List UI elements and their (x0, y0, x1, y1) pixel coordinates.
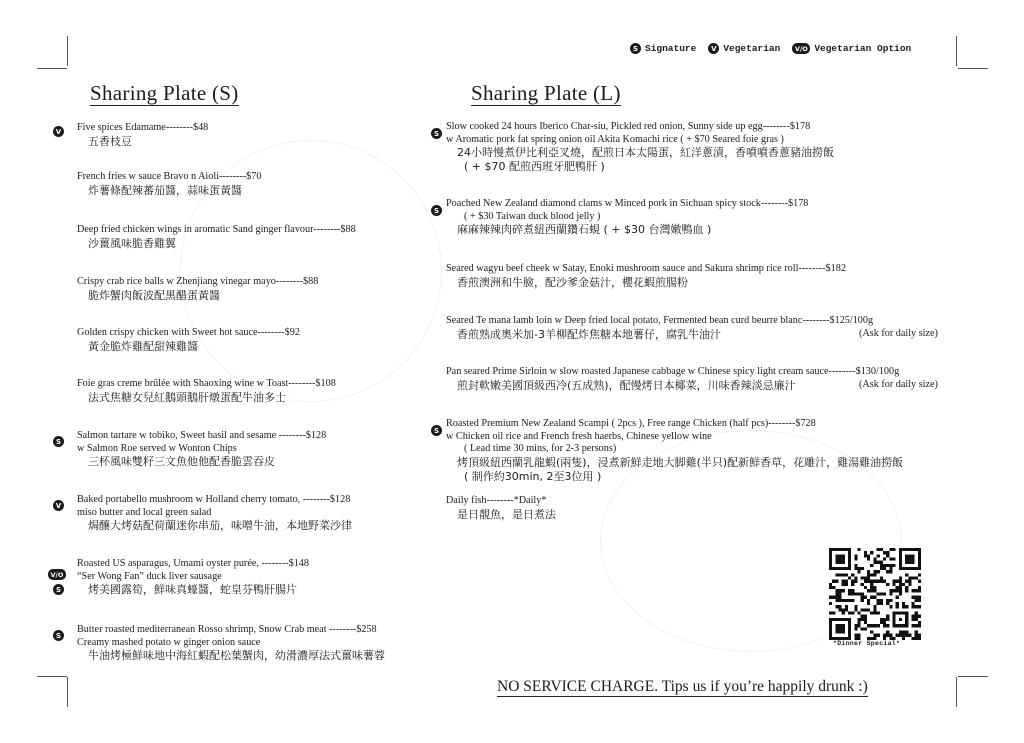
dish-name: Deep fried chicken wings in aromatic Sand ginger flavour--------$88 (77, 224, 356, 235)
menu-item (77, 624, 385, 663)
menu-item (77, 276, 318, 303)
dish-name: Seared Te mana lamb loin w Deep fried local potato, Fermented bean curd beurre blanc--------$125/100g (446, 315, 874, 326)
vegetarian-icon: V (53, 500, 64, 511)
vegetarian-icon: V (53, 126, 64, 137)
crop-mark (956, 36, 957, 66)
menu-item (77, 558, 309, 597)
dish-name-zh: 香煎澳洲和牛臉，配沙爹金菇汁，櫻花蝦煎腸粉 (457, 275, 688, 289)
legend-label: Vegetarian (723, 43, 781, 54)
dish-name: Poached New Zealand diamond clams w Minced pork in Sichuan spicy stock--------$178 (446, 198, 809, 209)
menu-item (446, 495, 556, 522)
dish-name: Seared wagyu beef cheek w Satay, Enoki mushroom sauce and Sakura shrimp rice roll--------$182 (446, 263, 846, 274)
qr-code[interactable] (829, 548, 921, 640)
vegetarian-option-icon: V/O (792, 43, 810, 54)
dish-name-zh: 24小時慢煮伊比利亞叉燒，配煎日本太陽蛋，紅洋蔥漬，香噴噴香蔥豬油撈飯 (457, 146, 834, 159)
dish-name-zh: 烤美國露筍，鮮味真蠔醬，蛇皇芬鴨肝腸片 (88, 583, 297, 596)
dish-name-zh: 五香枝豆 (88, 134, 132, 148)
menu-item (77, 378, 336, 405)
signature-icon: S (53, 584, 64, 595)
legend-vegetarian (708, 43, 780, 54)
dish-name-zh: 牛油烤極鮮味地中海紅蝦配松葉蟹肉，幼滑濃厚法式薑味薯蓉 (88, 649, 385, 662)
menu-item (446, 198, 808, 237)
menu-item (446, 263, 846, 290)
dish-name-zh: ( 制作約30min, 2至3位用 ) (464, 469, 602, 483)
service-charge-note: NO SERVICE CHARGE. Tips us if you’re happily drunk :) (497, 678, 868, 695)
dish-name: Five spices Edamame--------$48 (77, 122, 209, 133)
dish-description: miso butter and local green salad (77, 506, 212, 518)
signature-icon: S (630, 43, 641, 54)
section-title-large: Sharing Plate (L) (471, 81, 621, 105)
dish-name: Daily fish--------*Daily* (446, 495, 547, 506)
vegetarian-option-icon: V/O (48, 569, 66, 580)
dish-name: Pan seared Prime Sirloin w slow roasted Japanese cabbage w Chinese spicy light cream sauce--------$130/100g (446, 366, 900, 377)
dish-name-zh: 是日靚魚，是日煮法 (457, 507, 556, 521)
dish-name: Roasted US asparagus, Umami oyster purée, --------$148 (77, 558, 309, 569)
dish-description: w Aromatic pork fat spring onion oil Akita Komachi rice ( + $70 Seared foie gras ) (446, 133, 784, 145)
crop-mark (958, 68, 988, 69)
signature-icon: S (431, 425, 442, 436)
vegetarian-icon: V (708, 43, 719, 54)
menu-item (446, 121, 834, 174)
section-title-small: Sharing Plate (S) (90, 81, 239, 105)
signature-icon: S (53, 630, 64, 641)
dish-description: ( + $30 Taiwan duck blood jelly ) (464, 210, 601, 222)
dish-name: Golden crispy chicken with Sweet hot sauce--------$92 (77, 327, 300, 338)
menu-item (77, 494, 352, 533)
dish-name-zh: 黃金脆炸雞配甜辣雞醬 (88, 339, 198, 353)
daily-size-note: (Ask for daily size) (859, 379, 938, 390)
crop-mark (67, 677, 68, 707)
legend-label: Signature (645, 43, 697, 54)
dish-name-zh: 脆炸蟹肉飯波配黑醋蛋黃醬 (88, 288, 220, 302)
dinner-special-label: *Dinner Special* (833, 640, 901, 647)
menu-item (77, 224, 356, 251)
dish-name-zh: 煎封軟嫩美國頂級西冷(五成熟)，配慢烤日本椰菜，川味香辣淡忌廉汁 (457, 378, 796, 392)
dish-name-zh: 香煎熟成奧米加-3羊柳配炸焦糖本地薯仔，腐乳牛油汁 (457, 327, 721, 341)
dish-name-zh: 炸薯條配辣蕃茄醬，蒜味蛋黃醬 (88, 183, 242, 197)
signature-icon: S (431, 205, 442, 216)
crop-mark (37, 68, 67, 69)
signature-icon: S (53, 436, 64, 447)
dish-name: Crispy crab rice balls w Zhenjiang vinegar mayo--------$88 (77, 276, 319, 287)
dish-name: Butter roasted mediterranean Rosso shrimp, Snow Crab meat --------$258 (77, 624, 377, 635)
dish-name-zh: 麻麻辣辣肉碎煮紐西蘭鑽石蜆 ( + $30 台灣嫩鴨血 ) (457, 223, 712, 236)
signature-icon: S (431, 128, 442, 139)
dish-description: “Ser Wong Fan” duck liver sausage (77, 570, 222, 582)
crop-mark (958, 676, 988, 677)
dish-name: Slow cooked 24 hours Iberico Char-siu, Pickled red onion, Sunny side up egg--------$178 (446, 121, 811, 132)
crop-mark (37, 676, 67, 677)
dish-name-zh: 法式焦糖女兒紅鵝頭鵝肝燉蛋配牛油多士 (88, 390, 286, 404)
dish-name: Salmon tartare w tobiko, Sweet basil and sesame --------$128 (77, 430, 327, 441)
dish-description: Creamy mashed potato w ginger onion sauce (77, 636, 261, 648)
crop-mark (956, 677, 957, 707)
menu-item (446, 418, 903, 484)
legend-label: Vegetarian Option (814, 43, 912, 54)
dish-description: w Chicken oil rice and French fresh haerbs, Chinese yellow wine (446, 430, 712, 442)
menu-item (77, 327, 300, 354)
dietary-legend (630, 43, 923, 54)
dish-name-zh: 焗釀大烤菇配荷蘭迷你串茄，味噌牛油，本地野菜沙律 (88, 519, 352, 532)
dish-description: ( Lead time 30 mins, for 2-3 persons) (464, 443, 617, 454)
menu-item (446, 366, 899, 393)
dish-description: w Salmon Roe served w Wonton Chips (77, 442, 237, 454)
dish-name: Foie gras creme brûlée with Shaoxing wine w Toast--------$108 (77, 378, 336, 389)
menu-item (77, 430, 326, 469)
dish-name-zh: 烤頂級紐西蘭乳龍蝦(兩隻)，浸煮新鮮走地大脚雞(半只)配新鮮香草，花雕汁，雞湯雞油撈飯 (457, 455, 904, 469)
legend-vegetarian-option (792, 43, 911, 54)
dish-name: French fries w sauce Bravo n Aioli--------$70 (77, 171, 262, 182)
menu-item (77, 171, 261, 198)
dish-name-zh: 三杯風味雙籽三文魚他他配香脆雲吞皮 (88, 455, 275, 468)
dish-name-zh: ( + $70 配煎西班牙肥鴨肝 ) (464, 160, 605, 173)
menu-item (446, 315, 873, 342)
legend-signature (630, 43, 696, 54)
dish-name: Baked portabello mushroom w Holland cherry tomato, --------$128 (77, 494, 351, 505)
dish-name: Roasted Premium New Zealand Scampi ( 2pcs ), Free range Chicken (half pcs)--------$728 (446, 418, 816, 429)
daily-size-note: (Ask for daily size) (859, 328, 938, 339)
dish-name-zh: 沙薑風味脆香雞翼 (88, 236, 176, 250)
menu-item (77, 122, 208, 149)
crop-mark (67, 36, 68, 66)
